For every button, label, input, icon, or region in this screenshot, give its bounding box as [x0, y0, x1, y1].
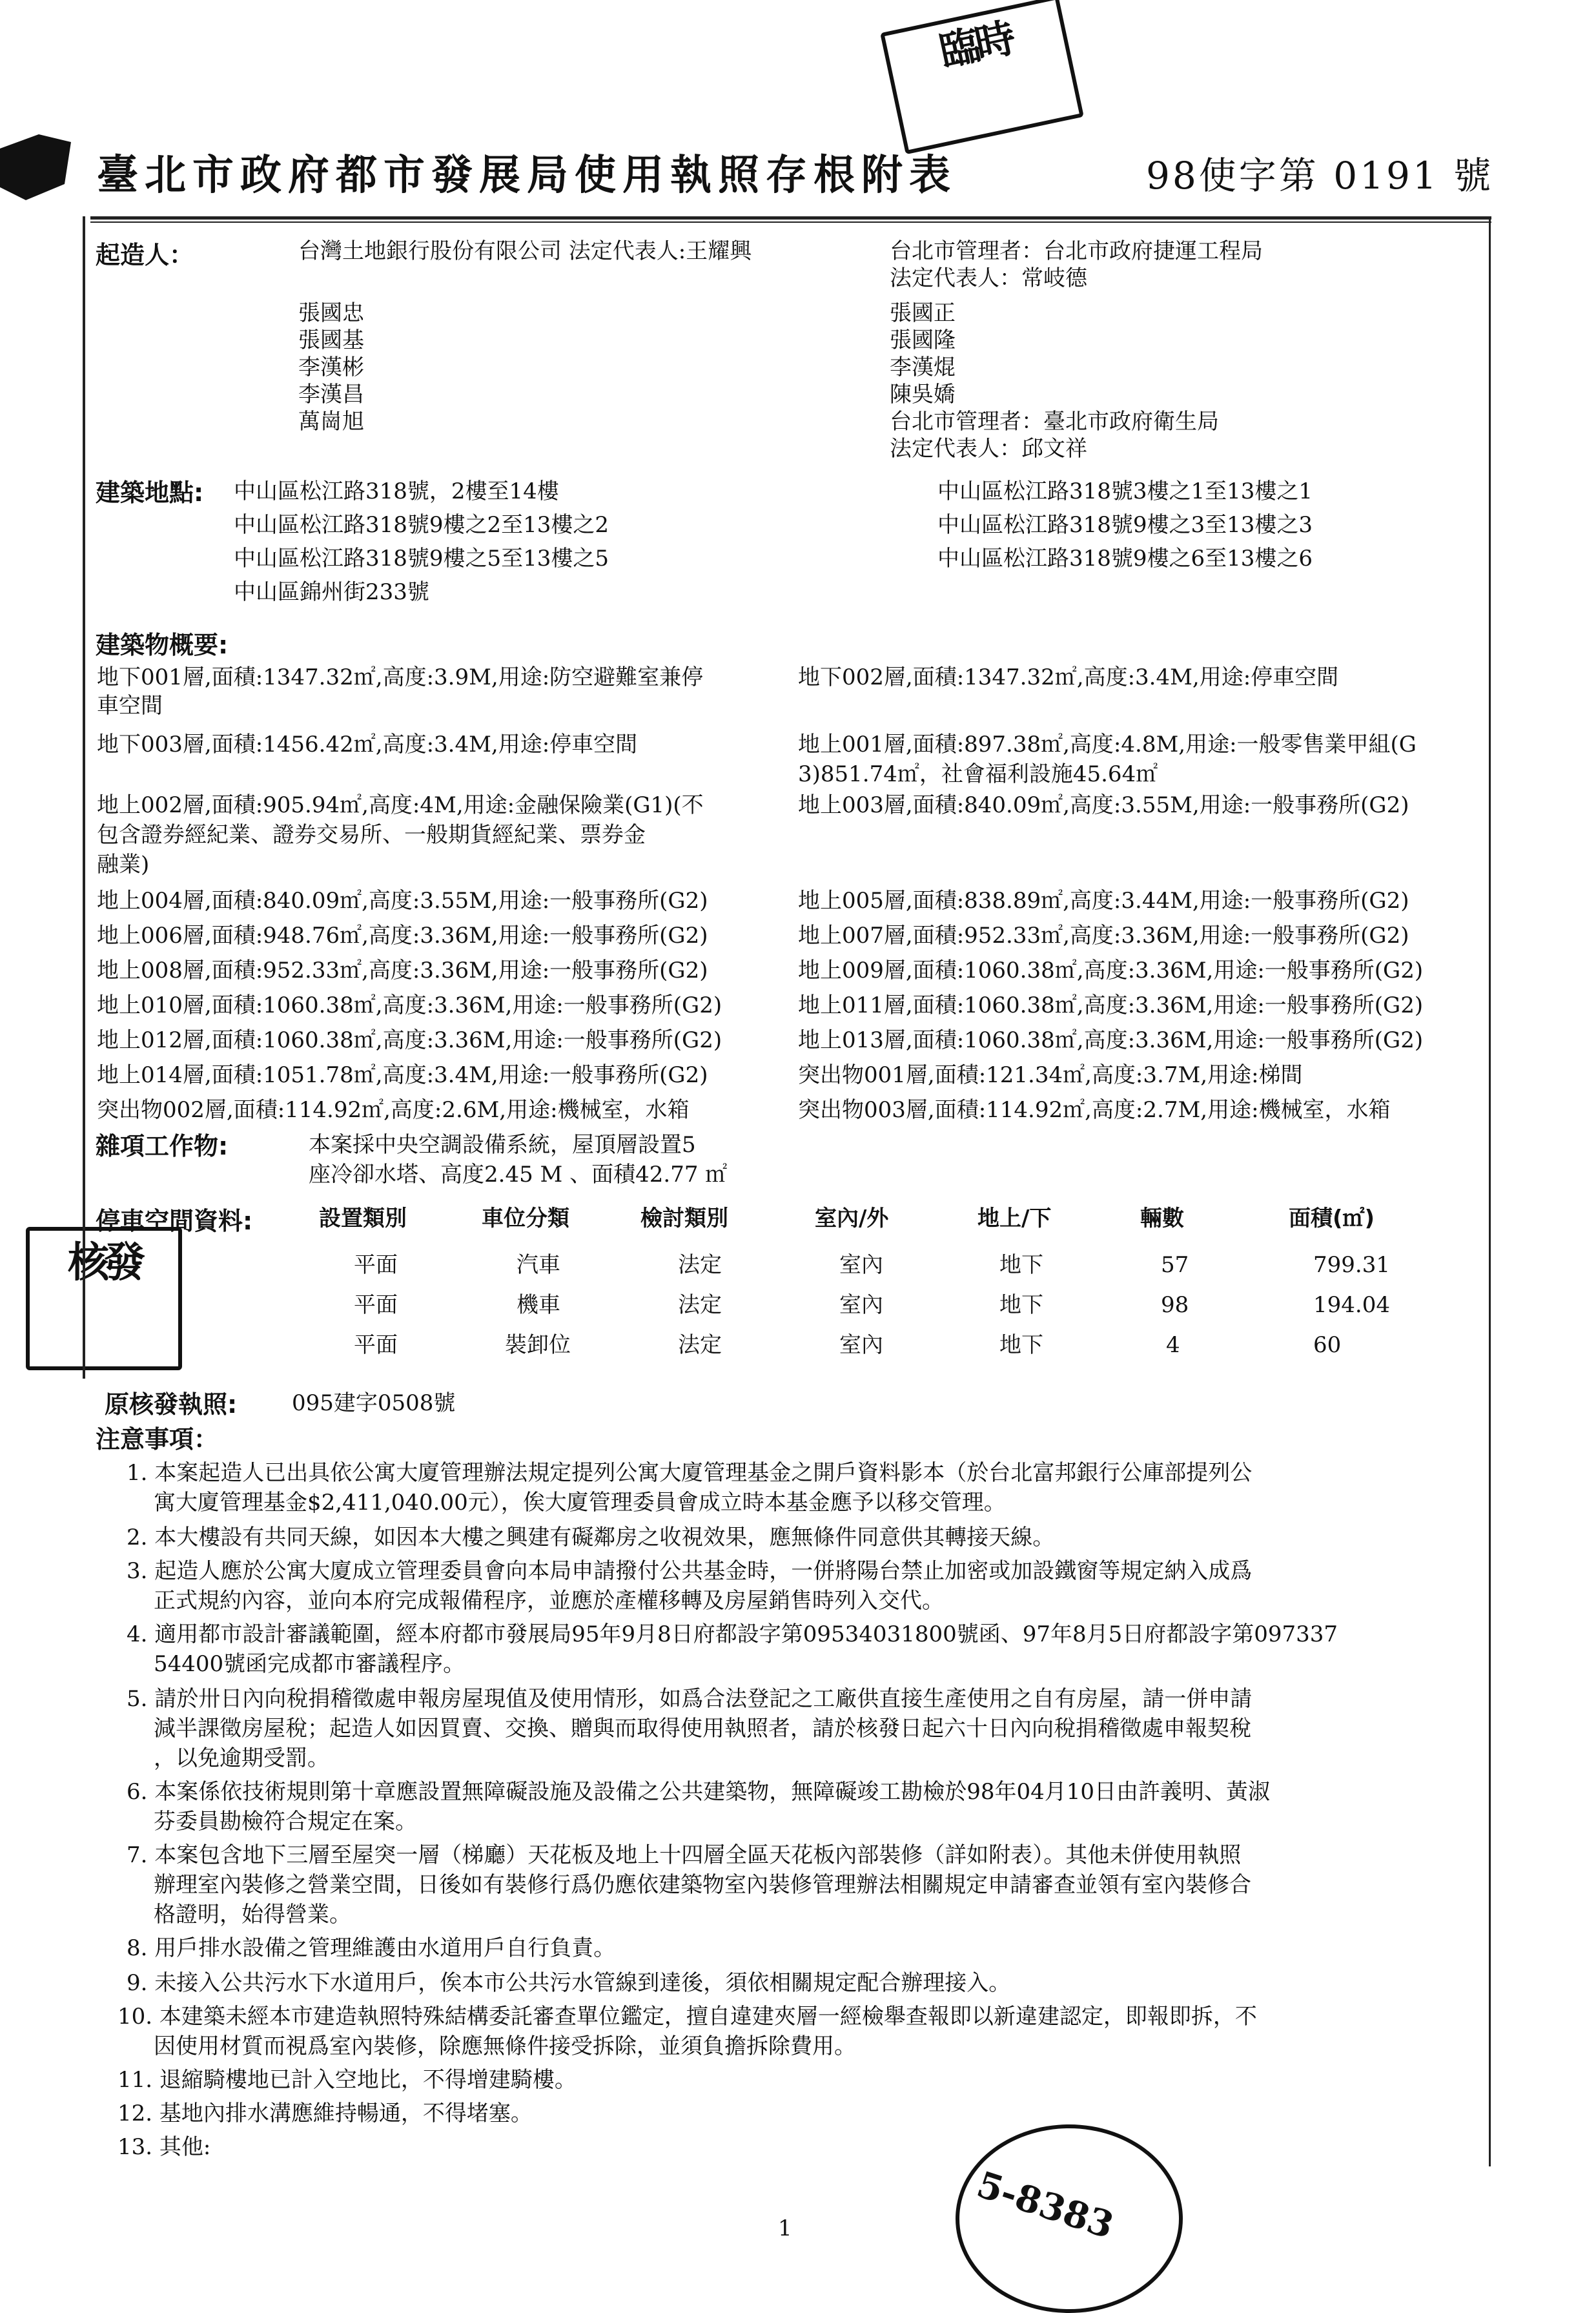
original-permit-label: 原核發執照: [105, 1390, 238, 1419]
builder-line: 張國基 [298, 327, 364, 353]
builder-line: 李漢昌 [298, 382, 364, 407]
floor-spec-line: 地上004層,面積:840.09㎡,高度:3.55M,用途:一般事務所(G2) [97, 888, 708, 914]
table-cell: 室內 [839, 1292, 883, 1318]
official-seal-stamp-top: 臨時 [880, 0, 1084, 154]
page-number: 1 [778, 2215, 792, 2241]
note-line: 6. 本案係依技術規則第十章應設置無障礙設施及設備之公共建築物，無障礙竣工勘檢於98年04月10日由許義明、黃淑 [127, 1779, 1271, 1805]
note-line: 2. 本大樓設有共同天線，如因本大樓之興建有礙鄰房之收視效果，應無條件同意供其轉接天線。 [127, 1525, 1055, 1550]
table-cell: 4 [1166, 1332, 1180, 1358]
parking-header-cell: 地上/下 [977, 1206, 1052, 1231]
floor-spec-line: 地下001層,面積:1347.32㎡,高度:3.9M,用途:防空避難室兼停 [97, 664, 704, 690]
address-line: 中山區松江路318號9樓之3至13樓之3 [937, 512, 1313, 538]
floor-spec-line: 3)851.74㎡，社會福利設施45.64㎡ [798, 761, 1158, 787]
document-number: 98使字第 0191 號 [1146, 154, 1494, 198]
note-line: 3. 起造人應於公寓大廈成立管理委員會向本局申請撥付公共基金時，一併將陽台禁止加密或加設鐵窗等規定納入成爲 [127, 1558, 1253, 1584]
floor-spec-line: 地上011層,面積:1060.38㎡,高度:3.36M,用途:一般事務所(G2) [798, 992, 1424, 1018]
frame-left-rule [83, 216, 85, 1379]
address-line: 中山區松江路318號3樓之1至13樓之1 [937, 478, 1313, 504]
floor-spec-line: 地上007層,面積:952.33㎡,高度:3.36M,用途:一般事務所(G2) [798, 923, 1409, 949]
original-permit-value: 095建字0508號 [292, 1390, 456, 1416]
table-cell: 地下 [999, 1332, 1043, 1358]
table-cell: 地下 [999, 1292, 1043, 1318]
table-cell: 平面 [354, 1252, 398, 1278]
floor-spec-line: 地上006層,面積:948.76㎡,高度:3.36M,用途:一般事務所(G2) [97, 923, 708, 949]
note-line: 寓大廈管理基金$2,411,040.00元），俟大廈管理委員會成立時本基金應予以移交管理。 [154, 1490, 1006, 1516]
floor-spec-line: 突出物003層,面積:114.92㎡,高度:2.7M,用途:機械室，水箱 [798, 1097, 1391, 1123]
floor-spec-line: 地上008層,面積:952.33㎡,高度:3.36M,用途:一般事務所(G2) [97, 958, 708, 983]
misc-line: 本案採中央空調設備系統，屋頂層設置5 [309, 1132, 696, 1158]
builder-line: 法定代表人：常岐德 [890, 265, 1087, 291]
table-cell: 平面 [354, 1292, 398, 1318]
table-cell: 機車 [517, 1292, 560, 1318]
builders-label: 起造人： [96, 241, 194, 269]
note-line: ，以免逾期受罰。 [154, 1745, 329, 1771]
note-line: 10. 本建築未經本市建造執照特殊結構委託審查單位鑑定，擅自違建夾層一經檢舉查報即以新違建認定，即報即拆，不 [118, 2004, 1257, 2030]
table-cell: 法定 [678, 1292, 722, 1318]
builder-line: 萬崗旭 [298, 409, 364, 435]
note-line: 4. 適用都市設計審議範圍，經本府都市發展局95年9月8日府都設字第09534031800號函、97年8月5日府都設字第097337 [127, 1621, 1338, 1647]
frame-top-rule-thin [90, 221, 1491, 223]
address-line: 中山區錦州街233號 [234, 579, 429, 605]
note-line: 正式規約內容，並向本府完成報備程序，並應於產權移轉及房屋銷售時列入交代。 [154, 1588, 944, 1614]
builder-line: 張國隆 [890, 327, 956, 353]
builder-line: 台灣土地銀行股份有限公司 法定代表人:王耀興 [298, 238, 752, 264]
builder-line: 張國正 [890, 300, 956, 326]
note-line: 減半課徵房屋稅；起造人如因買賣、交換、贈與而取得使用執照者，請於核發日起六十日內向稅捐稽徵處申報契稅 [154, 1716, 1251, 1742]
address-line: 中山區松江路318號9樓之6至13樓之6 [937, 546, 1313, 571]
floor-spec-line: 融業) [97, 852, 150, 878]
frame-right-rule [1489, 216, 1491, 2166]
note-line: 1. 本案起造人已出具依公寓大廈管理辦法規定提列公寓大廈管理基金之開戶資料影本（於台北富邦銀行公庫部提列公 [127, 1460, 1253, 1486]
note-line: 54400號函完成都市審議程序。 [154, 1651, 466, 1677]
parking-header-cell: 檢討類別 [640, 1206, 728, 1231]
official-seal-stamp-left: 核發 [26, 1227, 182, 1370]
builder-line: 李漢焜 [890, 355, 956, 380]
note-line: 9. 未接入公共污水下水道用戶，俟本市公共污水管線到達後，須依相關規定配合辦理接入。 [127, 1970, 1011, 1996]
builder-line: 法定代表人：邱文祥 [890, 436, 1087, 462]
floor-spec-line: 地上009層,面積:1060.38㎡,高度:3.36M,用途:一般事務所(G2) [798, 958, 1424, 983]
note-line: 因使用材質而視爲室內裝修，除應無條件接受拆除，並須負擔拆除費用。 [154, 2033, 856, 2059]
table-cell: 799.31 [1313, 1252, 1390, 1278]
address-line: 中山區松江路318號9樓之2至13樓之2 [234, 512, 609, 538]
table-cell: 60 [1313, 1332, 1342, 1358]
misc-line: 座冷卻水塔、高度2.45 M 、面積42.77 ㎡ [309, 1162, 728, 1187]
floor-spec-line: 地下002層,面積:1347.32㎡,高度:3.4M,用途:停車空間 [798, 664, 1339, 690]
floor-spec-line: 地上014層,面積:1051.78㎡,高度:3.4M,用途:一般事務所(G2) [97, 1062, 708, 1088]
parking-header-cell: 輛數 [1140, 1206, 1184, 1231]
parking-header-cell: 設置類別 [319, 1206, 407, 1231]
note-line: 芬委員勘檢符合規定在案。 [154, 1809, 417, 1835]
table-cell: 室內 [839, 1332, 883, 1358]
floor-spec-line: 地下003層,面積:1456.42㎡,高度:3.4M,用途:停車空間 [97, 732, 638, 757]
document-title: 臺北市政府都市發展局使用執照存根附表 [97, 151, 957, 200]
note-line: 格證明，始得營業。 [154, 1902, 351, 1928]
floor-spec-line: 地上001層,面積:897.38㎡,高度:4.8M,用途:一般零售業甲組(G [798, 732, 1417, 757]
table-cell: 地下 [999, 1252, 1043, 1278]
note-line: 5. 請於卅日內向稅捐稽徵處申報房屋現值及使用情形，如爲合法登記之工廠供直接生產使用之自有房屋，請一併申請 [127, 1686, 1253, 1712]
table-cell: 法定 [678, 1252, 722, 1278]
table-cell: 平面 [354, 1332, 398, 1358]
table-cell: 57 [1161, 1252, 1189, 1278]
table-cell: 裝卸位 [505, 1332, 571, 1358]
parking-header-cell: 面積(㎡) [1289, 1206, 1375, 1231]
note-line: 8. 用戶排水設備之管理維護由水道用戶自行負責。 [127, 1935, 616, 1961]
builder-line: 張國忠 [298, 300, 364, 326]
floor-spec-line: 車空間 [97, 693, 163, 719]
table-cell: 98 [1161, 1292, 1189, 1318]
builder-line: 李漢彬 [298, 355, 364, 380]
address-line: 中山區松江路318號，2樓至14樓 [234, 478, 559, 504]
note-line: 11. 退縮騎樓地已計入空地比，不得增建騎樓。 [118, 2067, 577, 2093]
corner-ink-mark [0, 123, 77, 200]
floor-spec-line: 突出物002層,面積:114.92㎡,高度:2.6M,用途:機械室，水箱 [97, 1097, 690, 1123]
note-line: 12. 基地內排水溝應維持暢通，不得堵塞。 [118, 2101, 533, 2126]
floor-spec-line: 地上003層,面積:840.09㎡,高度:3.55M,用途:一般事務所(G2) [798, 792, 1409, 818]
builder-line: 台北市管理者：臺北市政府衛生局 [890, 409, 1219, 435]
parking-header-cell: 室內/外 [815, 1206, 889, 1231]
address-line: 中山區松江路318號9樓之5至13樓之5 [234, 546, 609, 571]
address-label: 建築地點: [96, 478, 204, 507]
frame-top-rule [90, 216, 1491, 220]
builder-line: 台北市管理者：台北市政府捷運工程局 [890, 238, 1263, 264]
misc-label: 雜項工作物: [96, 1132, 229, 1160]
parking-header-cell: 車位分類 [482, 1206, 569, 1231]
table-cell: 194.04 [1313, 1292, 1390, 1318]
table-cell: 汽車 [517, 1252, 560, 1278]
floor-spec-line: 地上012層,面積:1060.38㎡,高度:3.36M,用途:一般事務所(G2) [97, 1027, 722, 1053]
floor-spec-line: 包含證券經紀業、證券交易所、一般期貨經紀業、票券金 [97, 822, 646, 848]
builder-line: 陳吳嬌 [890, 382, 956, 407]
floor-spec-line: 地上002層,面積:905.94㎡,高度:4M,用途:金融保險業(G1)(不 [97, 792, 704, 818]
note-line: 7. 本案包含地下三層至屋突一層（梯廳）天花板及地上十四層全區天花板內部裝修（詳如附表）。其他未併使用執照 [127, 1842, 1242, 1868]
table-cell: 法定 [678, 1332, 722, 1358]
overview-label: 建築物概要: [96, 631, 229, 659]
note-line: 13. 其他: [118, 2134, 211, 2160]
note-line: 辦理室內裝修之營業空間，日後如有裝修行爲仍應依建築物室內裝修管理辦法相關規定申請審查並領有室內裝修合 [154, 1872, 1251, 1898]
notes-label: 注意事項： [96, 1425, 219, 1454]
floor-spec-line: 地上010層,面積:1060.38㎡,高度:3.36M,用途:一般事務所(G2) [97, 992, 722, 1018]
table-cell: 室內 [839, 1252, 883, 1278]
date-stamp-text: 5-8383 [972, 2163, 1119, 2248]
floor-spec-line: 地上005層,面積:838.89㎡,高度:3.44M,用途:一般事務所(G2) [798, 888, 1409, 914]
floor-spec-line: 地上013層,面積:1060.38㎡,高度:3.36M,用途:一般事務所(G2) [798, 1027, 1424, 1053]
floor-spec-line: 突出物001層,面積:121.34㎡,高度:3.7M,用途:梯間 [798, 1062, 1303, 1088]
parking-label: 停車空間資料: [96, 1207, 253, 1235]
